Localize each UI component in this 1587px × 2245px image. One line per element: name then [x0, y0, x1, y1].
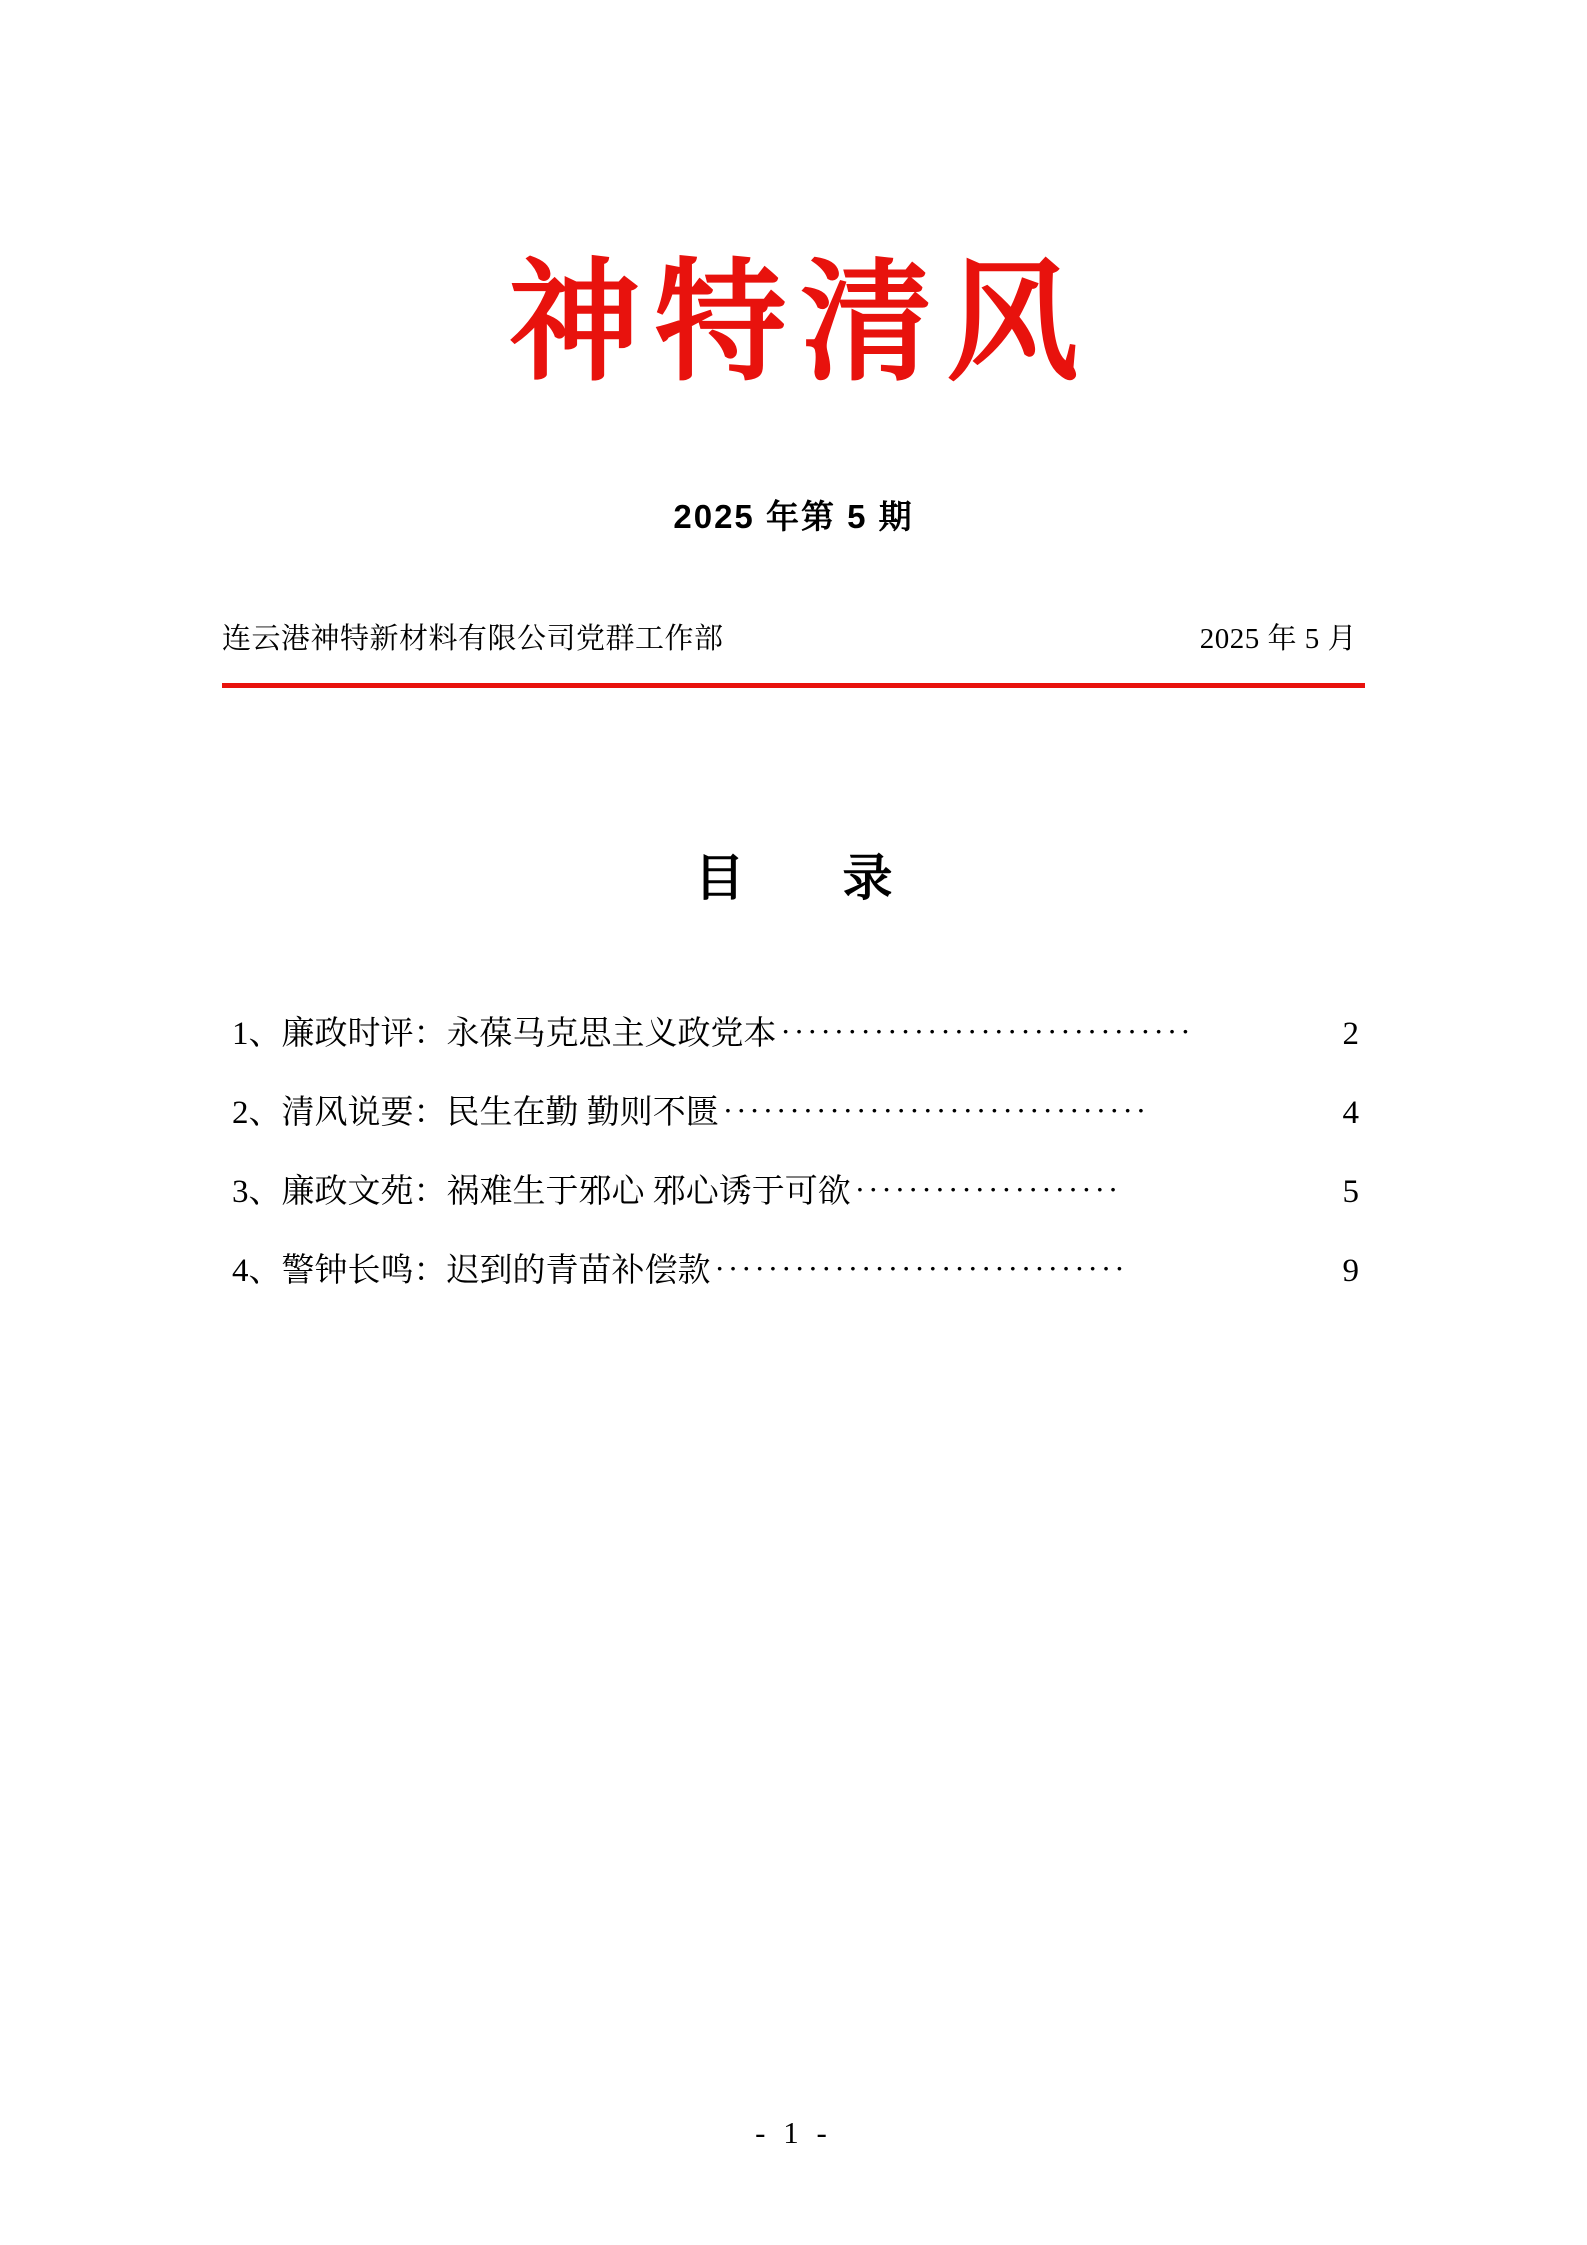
- masthead: [222, 245, 1365, 400]
- toc-entry[interactable]: [232, 1176, 1359, 1209]
- toc-list: [222, 1018, 1365, 1288]
- imprint: [222, 616, 1365, 657]
- toc-entry[interactable]: [232, 1255, 1359, 1288]
- toc-leader-dots: ································: [722, 1095, 1150, 1127]
- toc-entry-page: 9: [1342, 1253, 1359, 1290]
- toc-entry[interactable]: [232, 1097, 1359, 1130]
- publication-title: 神特清风: [508, 245, 1093, 400]
- toc-entry[interactable]: [232, 1018, 1359, 1051]
- toc-leader-dots: ····················: [854, 1174, 1122, 1206]
- toc-entry-label: 4、警钟长鸣：迟到的青苗补偿款: [232, 1253, 711, 1290]
- toc-entry-label: 3、廉政文苑：祸难生于邪心 邪心诱于可欲: [232, 1174, 851, 1211]
- publisher-name: 连云港神特新材料有限公司党群工作部: [222, 623, 724, 656]
- header-divider: [222, 683, 1365, 688]
- toc-entry-label: 2、清风说要：民生在勤 勤则不匮: [232, 1095, 719, 1132]
- toc-leader-dots: ·······························: [714, 1253, 1128, 1285]
- toc-entry-page: 2: [1342, 1016, 1359, 1053]
- page-number: - 1 -: [755, 2115, 832, 2150]
- toc-entry-page: 4: [1342, 1095, 1359, 1132]
- toc-heading: 目 录: [694, 848, 917, 908]
- toc-entry-page: 5: [1342, 1174, 1359, 1211]
- publication-date: 2025 年 5 月: [1199, 623, 1357, 656]
- issue-number: 2025 年第 5 期: [673, 498, 914, 536]
- toc-leader-dots: ·······························: [780, 1016, 1194, 1048]
- toc-entry-label: 1、廉政时评：永葆马克思主义政党本: [232, 1016, 777, 1053]
